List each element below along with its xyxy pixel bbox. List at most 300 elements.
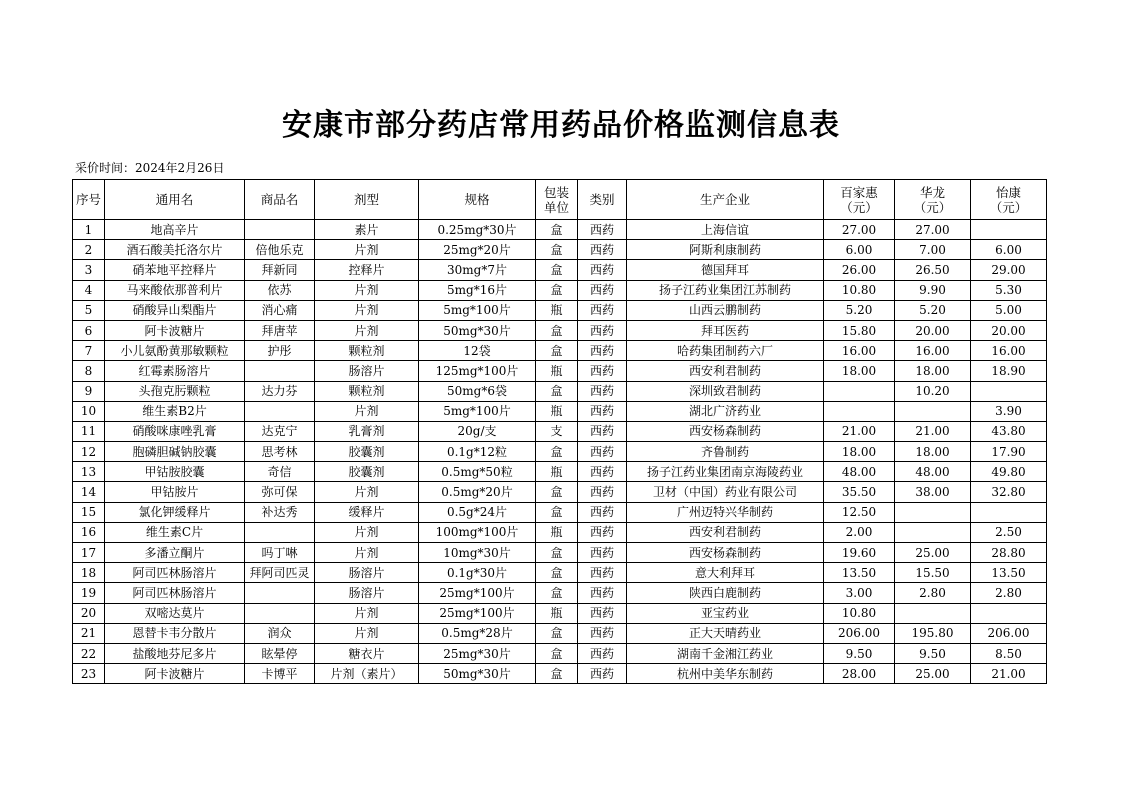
cell-unit: 盒 [536, 482, 578, 502]
cell-unit: 盒 [536, 583, 578, 603]
cell-brand-name: 弥可保 [245, 482, 315, 502]
cell-no: 20 [73, 603, 105, 623]
cell-brand-name: 拜阿司匹灵 [245, 563, 315, 583]
table-row [73, 381, 1047, 401]
header-unit [536, 180, 578, 220]
cell-price-baijiahui: 10.80 [824, 603, 895, 623]
cell-spec: 5mg*100片 [419, 300, 536, 320]
cell-price-baijiahui: 9.50 [824, 643, 895, 663]
cell-category: 西药 [578, 522, 627, 542]
cell-price-baijiahui: 3.00 [824, 583, 895, 603]
cell-dosage-form: 乳膏剂 [315, 421, 419, 441]
cell-price-hualong: 25.00 [895, 543, 971, 563]
cell-category: 西药 [578, 401, 627, 421]
cell-category: 西药 [578, 502, 627, 522]
cell-unit: 盒 [536, 623, 578, 643]
cell-manufacturer: 扬子江药业集团江苏制药 [627, 280, 824, 300]
cell-unit: 盒 [536, 502, 578, 522]
cell-brand-name: 奇信 [245, 462, 315, 482]
cell-no: 1 [73, 220, 105, 240]
header-price-hualong-line1: 华龙 [919, 184, 945, 200]
cell-manufacturer: 阿斯利康制药 [627, 240, 824, 260]
cell-brand-name [245, 361, 315, 381]
cell-no: 16 [73, 522, 105, 542]
cell-no: 12 [73, 442, 105, 462]
cell-category: 西药 [578, 643, 627, 663]
cell-no: 4 [73, 280, 105, 300]
cell-price-yikang: 13.50 [971, 563, 1047, 583]
cell-no: 2 [73, 240, 105, 260]
cell-price-hualong: 15.50 [895, 563, 971, 583]
cell-unit: 瓶 [536, 401, 578, 421]
cell-price-yikang: 43.80 [971, 421, 1047, 441]
cell-price-yikang: 28.80 [971, 543, 1047, 563]
cell-unit: 瓶 [536, 300, 578, 320]
cell-manufacturer: 山西云鹏制药 [627, 300, 824, 320]
cell-price-yikang: 18.90 [971, 361, 1047, 381]
cell-price-baijiahui: 18.00 [824, 442, 895, 462]
cell-spec: 12袋 [419, 341, 536, 361]
cell-price-hualong: 7.00 [895, 240, 971, 260]
table-row [73, 341, 1047, 361]
header-brand-name: 商品名 [245, 180, 315, 220]
cell-brand-name: 补达秀 [245, 502, 315, 522]
cell-manufacturer: 卫材（中国）药业有限公司 [627, 482, 824, 502]
cell-price-baijiahui: 21.00 [824, 421, 895, 441]
header-manufacturer: 生产企业 [627, 180, 824, 220]
cell-price-baijiahui: 10.80 [824, 280, 895, 300]
cell-brand-name: 消心痛 [245, 300, 315, 320]
cell-manufacturer: 拜耳医药 [627, 320, 824, 340]
header-price-yikang-line2: （元） [989, 199, 1028, 215]
cell-manufacturer: 德国拜耳 [627, 260, 824, 280]
cell-no: 15 [73, 502, 105, 522]
cell-brand-name [245, 401, 315, 421]
cell-spec: 0.5mg*50粒 [419, 462, 536, 482]
cell-generic-name: 阿司匹林肠溶片 [105, 583, 245, 603]
cell-spec: 25mg*100片 [419, 583, 536, 603]
cell-spec: 50mg*30片 [419, 320, 536, 340]
cell-manufacturer: 西安杨森制药 [627, 421, 824, 441]
cell-price-hualong: 21.00 [895, 421, 971, 441]
table-row [73, 623, 1047, 643]
cell-unit: 盒 [536, 220, 578, 240]
cell-price-yikang: 6.00 [971, 240, 1047, 260]
cell-spec: 25mg*20片 [419, 240, 536, 260]
cell-price-hualong: 9.90 [895, 280, 971, 300]
cell-price-baijiahui: 35.50 [824, 482, 895, 502]
cell-unit: 盒 [536, 260, 578, 280]
table-row [73, 522, 1047, 542]
cell-dosage-form: 片剂 [315, 280, 419, 300]
cell-no: 13 [73, 462, 105, 482]
cell-manufacturer: 意大利拜耳 [627, 563, 824, 583]
cell-spec: 25mg*100片 [419, 603, 536, 623]
cell-generic-name: 氯化钾缓释片 [105, 502, 245, 522]
cell-brand-name: 拜新同 [245, 260, 315, 280]
cell-generic-name: 维生素B2片 [105, 401, 245, 421]
cell-price-hualong: 9.50 [895, 643, 971, 663]
cell-manufacturer: 上海信谊 [627, 220, 824, 240]
cell-category: 西药 [578, 320, 627, 340]
cell-dosage-form: 控释片 [315, 260, 419, 280]
header-generic-name: 通用名 [105, 180, 245, 220]
cell-spec: 0.1g*12粒 [419, 442, 536, 462]
cell-category: 西药 [578, 664, 627, 684]
header-spec: 规格 [419, 180, 536, 220]
header-price-baijiahui-line2: （元） [840, 199, 878, 215]
cell-no: 6 [73, 320, 105, 340]
cell-brand-name: 润众 [245, 623, 315, 643]
cell-generic-name: 盐酸地芬尼多片 [105, 643, 245, 663]
table-row [73, 502, 1047, 522]
table-row [73, 583, 1047, 603]
table-row [73, 300, 1047, 320]
cell-generic-name: 头孢克肟颗粒 [105, 381, 245, 401]
cell-price-yikang: 21.00 [971, 664, 1047, 684]
cell-unit: 盒 [536, 240, 578, 260]
table-row [73, 664, 1047, 684]
cell-dosage-form: 胶囊剂 [315, 442, 419, 462]
cell-generic-name: 酒石酸美托洛尔片 [105, 240, 245, 260]
cell-price-baijiahui: 19.60 [824, 543, 895, 563]
cell-price-baijiahui: 13.50 [824, 563, 895, 583]
cell-generic-name: 胞磷胆碱钠胶囊 [105, 442, 245, 462]
cell-manufacturer: 深圳致君制药 [627, 381, 824, 401]
cell-generic-name: 小儿氨酚黄那敏颗粒 [105, 341, 245, 361]
cell-unit: 支 [536, 421, 578, 441]
header-price-baijiahui [824, 180, 895, 220]
cell-no: 18 [73, 563, 105, 583]
cell-generic-name: 甲钴胺片 [105, 482, 245, 502]
cell-no: 5 [73, 300, 105, 320]
cell-generic-name: 阿司匹林肠溶片 [105, 563, 245, 583]
cell-category: 西药 [578, 563, 627, 583]
cell-brand-name: 达力芬 [245, 381, 315, 401]
cell-unit: 盒 [536, 543, 578, 563]
cell-price-yikang: 2.50 [971, 522, 1047, 542]
cell-category: 西药 [578, 260, 627, 280]
cell-manufacturer: 西安杨森制药 [627, 543, 824, 563]
cell-brand-name: 倍他乐克 [245, 240, 315, 260]
cell-price-hualong [895, 603, 971, 623]
cell-price-baijiahui: 206.00 [824, 623, 895, 643]
cell-unit: 瓶 [536, 361, 578, 381]
cell-price-baijiahui: 26.00 [824, 260, 895, 280]
cell-category: 西药 [578, 583, 627, 603]
cell-price-yikang [971, 603, 1047, 623]
cell-dosage-form: 素片 [315, 220, 419, 240]
cell-dosage-form: 片剂（素片） [315, 664, 419, 684]
table-row [73, 240, 1047, 260]
cell-generic-name: 多潘立酮片 [105, 543, 245, 563]
cell-price-baijiahui: 28.00 [824, 664, 895, 684]
cell-unit: 盒 [536, 442, 578, 462]
cell-generic-name: 硝酸异山梨酯片 [105, 300, 245, 320]
cell-price-yikang: 20.00 [971, 320, 1047, 340]
cell-category: 西药 [578, 341, 627, 361]
cell-price-baijiahui: 15.80 [824, 320, 895, 340]
cell-dosage-form: 片剂 [315, 623, 419, 643]
cell-manufacturer: 亚宝药业 [627, 603, 824, 623]
cell-dosage-form: 胶囊剂 [315, 462, 419, 482]
cell-price-hualong: 26.50 [895, 260, 971, 280]
cell-price-hualong: 5.20 [895, 300, 971, 320]
cell-generic-name: 阿卡波糖片 [105, 664, 245, 684]
cell-spec: 5mg*100片 [419, 401, 536, 421]
cell-dosage-form: 肠溶片 [315, 361, 419, 381]
cell-price-hualong: 27.00 [895, 220, 971, 240]
cell-no: 9 [73, 381, 105, 401]
cell-dosage-form: 颗粒剂 [315, 341, 419, 361]
cell-price-baijiahui: 48.00 [824, 462, 895, 482]
cell-dosage-form: 片剂 [315, 603, 419, 623]
cell-dosage-form: 片剂 [315, 543, 419, 563]
header-price-baijiahui-line1: 百家惠 [840, 184, 878, 200]
cell-brand-name [245, 522, 315, 542]
cell-price-yikang: 5.00 [971, 300, 1047, 320]
cell-dosage-form: 片剂 [315, 320, 419, 340]
cell-price-baijiahui: 5.20 [824, 300, 895, 320]
cell-no: 19 [73, 583, 105, 603]
cell-no: 8 [73, 361, 105, 381]
cell-unit: 盒 [536, 320, 578, 340]
cell-category: 西药 [578, 543, 627, 563]
table-row [73, 543, 1047, 563]
cell-price-yikang [971, 502, 1047, 522]
cell-price-hualong: 2.80 [895, 583, 971, 603]
cell-price-yikang: 16.00 [971, 341, 1047, 361]
cell-brand-name: 依苏 [245, 280, 315, 300]
cell-price-baijiahui [824, 381, 895, 401]
cell-brand-name: 卡博平 [245, 664, 315, 684]
cell-price-yikang: 2.80 [971, 583, 1047, 603]
table-row [73, 643, 1047, 663]
cell-category: 西药 [578, 240, 627, 260]
cell-price-baijiahui: 16.00 [824, 341, 895, 361]
cell-manufacturer: 湖北广济药业 [627, 401, 824, 421]
cell-price-yikang: 8.50 [971, 643, 1047, 663]
cell-brand-name: 护彤 [245, 341, 315, 361]
header-price-hualong-line2: （元） [913, 199, 952, 215]
cell-price-hualong: 25.00 [895, 664, 971, 684]
cell-manufacturer: 正大天晴药业 [627, 623, 824, 643]
cell-dosage-form: 片剂 [315, 401, 419, 421]
cell-dosage-form: 片剂 [315, 482, 419, 502]
sample-time: 采价时间：2024年2月26日 [75, 161, 225, 175]
table-row [73, 401, 1047, 421]
cell-price-hualong [895, 522, 971, 542]
cell-unit: 瓶 [536, 522, 578, 542]
cell-price-yikang: 17.90 [971, 442, 1047, 462]
cell-price-yikang [971, 220, 1047, 240]
cell-price-yikang: 206.00 [971, 623, 1047, 643]
cell-generic-name: 阿卡波糖片 [105, 320, 245, 340]
cell-unit: 盒 [536, 664, 578, 684]
table-row [73, 421, 1047, 441]
cell-category: 西药 [578, 623, 627, 643]
cell-price-yikang: 5.30 [971, 280, 1047, 300]
cell-price-yikang: 29.00 [971, 260, 1047, 280]
table-row [73, 320, 1047, 340]
cell-brand-name: 思考林 [245, 442, 315, 462]
cell-dosage-form: 片剂 [315, 300, 419, 320]
cell-generic-name: 硝酸咪康唑乳膏 [105, 421, 245, 441]
cell-price-hualong: 20.00 [895, 320, 971, 340]
cell-unit: 盒 [536, 563, 578, 583]
cell-manufacturer: 西安利君制药 [627, 361, 824, 381]
cell-price-baijiahui: 6.00 [824, 240, 895, 260]
cell-unit: 瓶 [536, 603, 578, 623]
cell-price-baijiahui [824, 401, 895, 421]
cell-price-hualong: 38.00 [895, 482, 971, 502]
cell-unit: 盒 [536, 341, 578, 361]
cell-brand-name: 达克宁 [245, 421, 315, 441]
cell-no: 7 [73, 341, 105, 361]
cell-spec: 0.5g*24片 [419, 502, 536, 522]
table-row [73, 280, 1047, 300]
header-unit-line1: 包装 [543, 184, 569, 200]
table-row [73, 563, 1047, 583]
cell-manufacturer: 陕西白鹿制药 [627, 583, 824, 603]
table-row [73, 442, 1047, 462]
cell-spec: 5mg*16片 [419, 280, 536, 300]
header-price-hualong [895, 180, 971, 220]
cell-price-hualong: 18.00 [895, 442, 971, 462]
cell-brand-name: 拜唐苹 [245, 320, 315, 340]
cell-manufacturer: 杭州中美华东制药 [627, 664, 824, 684]
cell-spec: 10mg*30片 [419, 543, 536, 563]
cell-category: 西药 [578, 462, 627, 482]
cell-price-hualong: 10.20 [895, 381, 971, 401]
header-unit-line2: 单位 [543, 199, 569, 215]
table-row [73, 482, 1047, 502]
cell-generic-name: 甲钴胺胶囊 [105, 462, 245, 482]
cell-spec: 30mg*7片 [419, 260, 536, 280]
header-no: 序号 [73, 180, 105, 220]
cell-manufacturer: 湖南千金湘江药业 [627, 643, 824, 663]
cell-brand-name [245, 220, 315, 240]
cell-no: 11 [73, 421, 105, 441]
cell-category: 西药 [578, 361, 627, 381]
cell-brand-name [245, 603, 315, 623]
cell-spec: 0.5mg*28片 [419, 623, 536, 643]
cell-unit: 盒 [536, 280, 578, 300]
header-dosage-form: 剂型 [315, 180, 419, 220]
table-row [73, 603, 1047, 623]
table-body [73, 220, 1047, 684]
cell-manufacturer: 哈药集团制药六厂 [627, 341, 824, 361]
cell-spec: 125mg*100片 [419, 361, 536, 381]
cell-unit: 盒 [536, 643, 578, 663]
cell-brand-name: 吗丁啉 [245, 543, 315, 563]
cell-category: 西药 [578, 482, 627, 502]
cell-manufacturer: 广州迈特兴华制药 [627, 502, 824, 522]
cell-price-yikang: 49.80 [971, 462, 1047, 482]
cell-dosage-form: 片剂 [315, 240, 419, 260]
cell-price-yikang [971, 381, 1047, 401]
price-table [72, 179, 1047, 684]
cell-manufacturer: 西安利君制药 [627, 522, 824, 542]
cell-generic-name: 马来酸依那普利片 [105, 280, 245, 300]
cell-dosage-form: 肠溶片 [315, 583, 419, 603]
cell-generic-name: 维生素C片 [105, 522, 245, 542]
cell-generic-name: 地高辛片 [105, 220, 245, 240]
cell-no: 22 [73, 643, 105, 663]
cell-category: 西药 [578, 381, 627, 401]
cell-price-baijiahui: 2.00 [824, 522, 895, 542]
header-price-yikang [971, 180, 1047, 220]
cell-unit: 瓶 [536, 462, 578, 482]
cell-manufacturer: 齐鲁制药 [627, 442, 824, 462]
cell-price-yikang: 3.90 [971, 401, 1047, 421]
cell-spec: 25mg*30片 [419, 643, 536, 663]
cell-no: 14 [73, 482, 105, 502]
cell-price-hualong [895, 401, 971, 421]
cell-brand-name: 眩晕停 [245, 643, 315, 663]
table-row [73, 220, 1047, 240]
cell-spec: 0.5mg*20片 [419, 482, 536, 502]
cell-no: 21 [73, 623, 105, 643]
cell-price-hualong: 195.80 [895, 623, 971, 643]
table-row [73, 462, 1047, 482]
cell-dosage-form: 片剂 [315, 522, 419, 542]
cell-category: 西药 [578, 442, 627, 462]
page-title: 安康市部分药店常用药品价格监测信息表 [282, 108, 840, 143]
cell-dosage-form: 颗粒剂 [315, 381, 419, 401]
cell-spec: 20g/支 [419, 421, 536, 441]
cell-generic-name: 红霉素肠溶片 [105, 361, 245, 381]
cell-generic-name: 恩替卡韦分散片 [105, 623, 245, 643]
cell-manufacturer: 扬子江药业集团南京海陵药业 [627, 462, 824, 482]
cell-spec: 100mg*100片 [419, 522, 536, 542]
cell-price-baijiahui: 18.00 [824, 361, 895, 381]
cell-generic-name: 硝苯地平控释片 [105, 260, 245, 280]
cell-generic-name: 双嘧达莫片 [105, 603, 245, 623]
cell-price-hualong: 48.00 [895, 462, 971, 482]
cell-no: 3 [73, 260, 105, 280]
cell-price-hualong: 18.00 [895, 361, 971, 381]
cell-dosage-form: 糖衣片 [315, 643, 419, 663]
cell-category: 西药 [578, 300, 627, 320]
cell-unit: 盒 [536, 381, 578, 401]
cell-spec: 0.25mg*30片 [419, 220, 536, 240]
cell-dosage-form: 肠溶片 [315, 563, 419, 583]
cell-category: 西药 [578, 280, 627, 300]
cell-price-baijiahui: 27.00 [824, 220, 895, 240]
cell-category: 西药 [578, 421, 627, 441]
cell-price-hualong [895, 502, 971, 522]
cell-spec: 50mg*30片 [419, 664, 536, 684]
cell-no: 17 [73, 543, 105, 563]
header-category: 类别 [578, 180, 627, 220]
cell-brand-name [245, 583, 315, 603]
cell-category: 西药 [578, 603, 627, 623]
table-row [73, 361, 1047, 381]
cell-dosage-form: 缓释片 [315, 502, 419, 522]
cell-no: 23 [73, 664, 105, 684]
cell-category: 西药 [578, 220, 627, 240]
table-row [73, 260, 1047, 280]
header-price-yikang-line1: 怡康 [995, 184, 1021, 200]
cell-price-baijiahui: 12.50 [824, 502, 895, 522]
cell-no: 10 [73, 401, 105, 421]
cell-price-hualong: 16.00 [895, 341, 971, 361]
cell-price-yikang: 32.80 [971, 482, 1047, 502]
table-header-row [73, 180, 1047, 220]
cell-spec: 50mg*6袋 [419, 381, 536, 401]
cell-spec: 0.1g*30片 [419, 563, 536, 583]
